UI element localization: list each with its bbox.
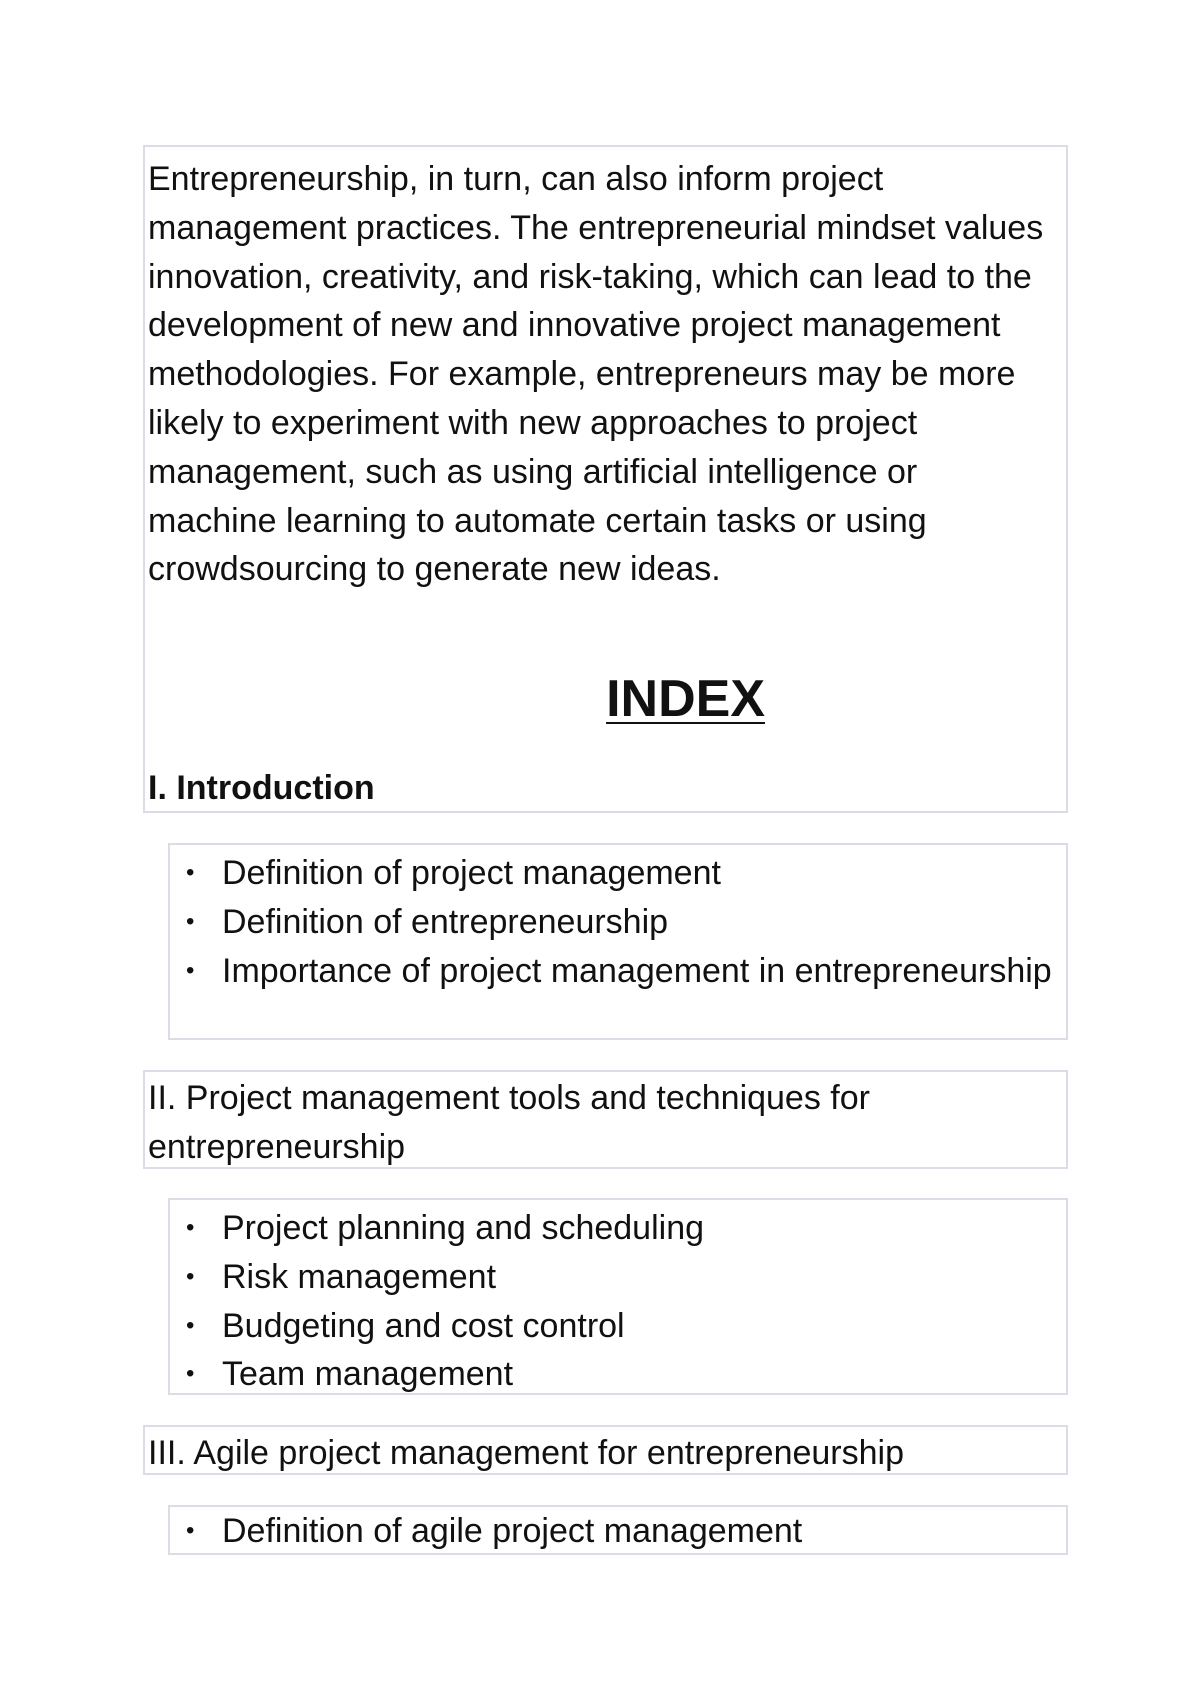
bullet-icon: •: [186, 1311, 195, 1339]
bullet-icon: •: [186, 859, 195, 886]
list-item: • Budgeting and cost control: [170, 1302, 1066, 1351]
text-block[interactable]: [143, 145, 1068, 813]
bullet-list-block[interactable]: [168, 843, 1068, 1040]
bullet-icon: •: [186, 1214, 195, 1241]
bullet-list: [170, 1507, 1066, 1556]
list-item: • Risk management: [170, 1253, 1066, 1302]
body-paragraph: Entrepreneurship, in turn, can also inform project management practices. The entrepreneurial mindset values innovation, creativity, and risk-taking, which can lead to the development of new and innovative project management methodologies. For example, entrepreneurs may be more likely to experiment with new approaches to project management, such as using artificial intelligence or machine learning to automate certain tasks or using crowdsourcing to generate new ideas.: [148, 160, 1044, 589]
bullet-list-block[interactable]: [168, 1505, 1068, 1555]
section-heading: II. Project management tools and techniques for entrepreneurship: [148, 1079, 870, 1166]
section-heading-block[interactable]: [143, 1425, 1068, 1475]
list-item: • Definition of entrepreneurship: [170, 898, 1066, 947]
bullet-icon: •: [186, 1360, 195, 1388]
bullet-icon: •: [186, 907, 195, 935]
section-heading-block[interactable]: [143, 1070, 1068, 1169]
list-item: • Project planning and scheduling: [170, 1204, 1066, 1253]
bullet-list: [170, 1204, 1066, 1399]
bullet-icon: •: [186, 1517, 195, 1544]
list-item: • Definition of agile project management: [170, 1507, 1066, 1556]
bullet-icon: •: [186, 1262, 195, 1290]
list-item: • Team management: [170, 1350, 1066, 1399]
list-item: • Importance of project management in entrepreneurship: [170, 947, 1066, 996]
section-heading: III. Agile project management for entrepreneurship: [148, 1434, 904, 1472]
bullet-list: [170, 849, 1066, 995]
bullet-icon: •: [186, 956, 195, 984]
list-item: • Definition of project management: [170, 849, 1066, 898]
section-heading: I. Introduction: [148, 769, 375, 807]
index-heading: INDEX: [606, 670, 765, 728]
bullet-list-block[interactable]: [168, 1198, 1068, 1395]
